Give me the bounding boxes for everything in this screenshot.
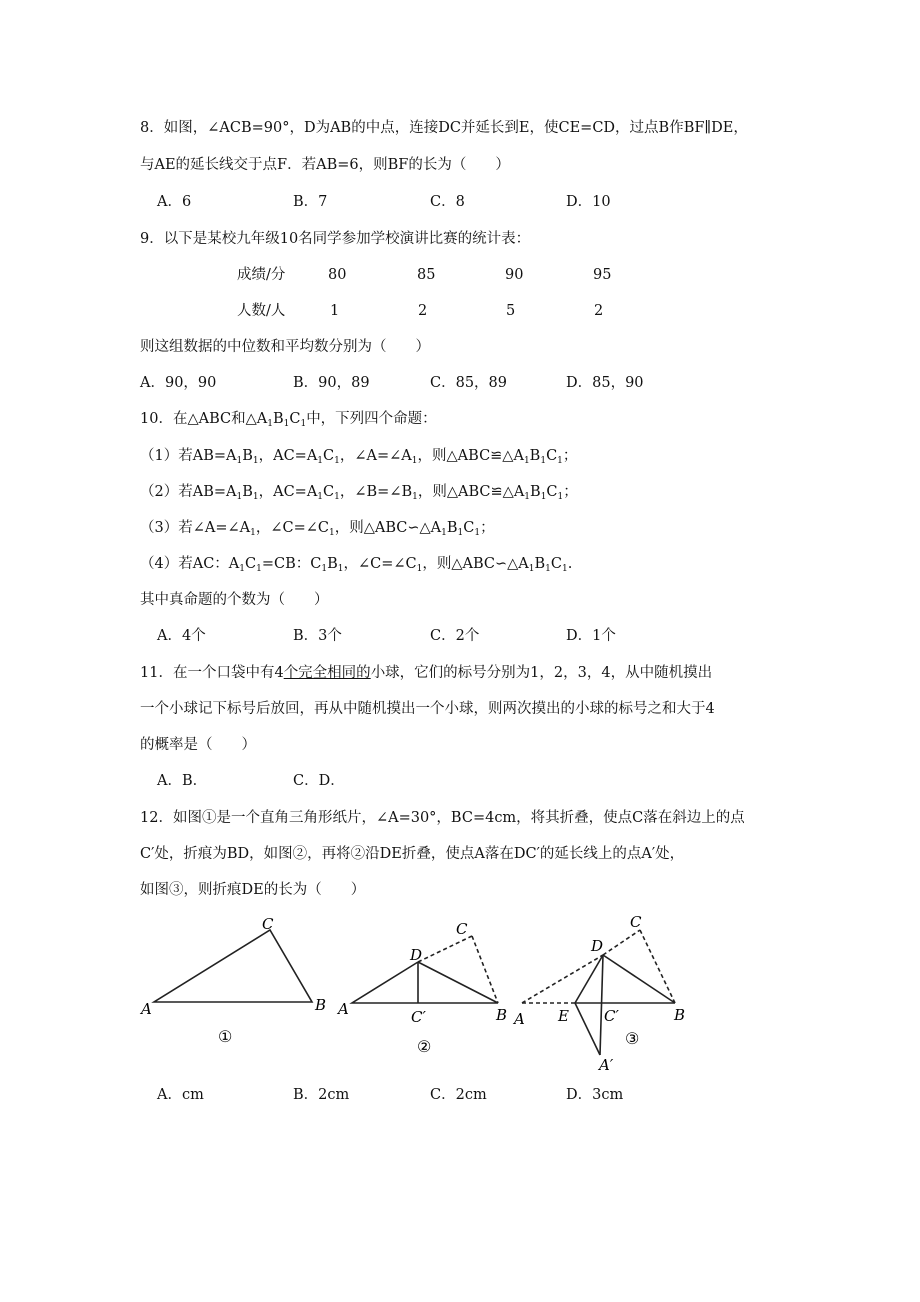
q10-question: 其中真命题的个数为（ ） — [140, 592, 329, 608]
q10-option-b: B．3个 — [293, 628, 342, 644]
figure-1 — [154, 930, 312, 1002]
q11-stem-line1: 11．在一个口袋中有4个完全相同的小球，它们的标号分别为1，2，3，4，从中随机摸出 — [140, 665, 713, 681]
table-cell: 85 — [417, 267, 436, 283]
table-cell: 80 — [328, 267, 347, 283]
fig2-label-d: D — [410, 946, 423, 964]
table-cell: 90 — [505, 267, 524, 283]
fig3-number: ③ — [625, 1029, 640, 1048]
table-cell: 95 — [593, 267, 612, 283]
q12-option-d: D．3cm — [566, 1087, 624, 1103]
table-cell: 1 — [330, 303, 340, 319]
q9-option-c: C．85，89 — [430, 375, 507, 391]
fig3-label-b: B — [674, 1006, 686, 1024]
segment-db — [603, 955, 675, 1003]
q11-option-ab: A．B． — [157, 773, 208, 789]
q10-option-a: A．4个 — [157, 628, 206, 644]
fig1-label-a: A — [141, 1000, 152, 1018]
fig3-label-c: C — [630, 913, 642, 931]
fig3-label-a: A — [514, 1010, 525, 1028]
fig3-label-c-prime: C′ — [604, 1007, 619, 1025]
triangle-abc — [154, 930, 312, 1002]
q12-stem-line2: C′处，折痕为BD，如图②，再将②沿DE折叠，使点A落在DC′的延长线上的点A′处， — [140, 846, 685, 862]
fig2-label-c-prime: C′ — [411, 1008, 426, 1026]
fig3-label-e: E — [558, 1007, 569, 1025]
q12-stem-line3: 如图③，则折痕DE的长为（ ） — [140, 882, 366, 898]
q10-proposition-2: （2）若$AB=A_1B_1$，$AC=A_1C_1$，$\angle B=\angle B_1$，则$\triangle ABC≌\triangle A_1B_1C_1$； — [140, 484, 578, 502]
dashed-ad — [522, 955, 603, 1003]
q11-stem-line3: 的概率是（ ） — [140, 737, 256, 753]
q10-option-c: C．2个 — [430, 628, 480, 644]
fig2-label-b: B — [496, 1006, 508, 1024]
dashed-cb — [472, 936, 498, 1003]
q9-question: 则这组数据的中位数和平均数分别为（ ） — [140, 339, 430, 355]
table-row-label: 人数/人 — [237, 303, 286, 319]
segment-da-prime — [600, 955, 603, 1055]
fig1-number: ① — [218, 1027, 233, 1046]
fig2-number: ② — [417, 1037, 432, 1056]
triangle-folded — [352, 962, 498, 1003]
q8-option-a: A．6 — [157, 194, 192, 210]
figure-2 — [352, 936, 498, 1003]
q10-proposition-1: （1）若$AB=A_1B_1$，$AC=A_1C_1$，$\angle A=\angle A_1$，则$\triangle ABC≌\triangle A_1B_1C_1$； — [140, 448, 578, 466]
q8-option-b: B．7 — [293, 194, 328, 210]
q8-stem-line1: 8．如图，∠ACB=90°，D为AB的中点，连接DC并延长到E，使CE=CD，过点B作BF∥DE， — [140, 120, 748, 136]
q9-option-d: D．85，90 — [566, 375, 644, 391]
q8-stem-line2: 与AE的延长线交于点F．若AB=6，则BF的长为（ ） — [140, 157, 510, 173]
table-row-label: 成绩/分 — [237, 267, 286, 283]
segment-de — [575, 955, 603, 1003]
fig2-label-c: C — [456, 920, 468, 938]
q9-option-a: A．90，90 — [140, 375, 217, 391]
fig2-label-a: A — [338, 1000, 349, 1018]
fig3-label-a-prime: A′ — [599, 1056, 614, 1074]
fig3-label-d: D — [591, 937, 604, 955]
q10-option-d: D．1个 — [566, 628, 616, 644]
dashed-dc — [603, 930, 640, 955]
fig1-label-b: B — [315, 996, 327, 1014]
q12-stem-line1: 12．如图①是一个直角三角形纸片，∠A=30°，BC=4cm，将其折叠，使点C落在斜边上的点 — [140, 810, 745, 826]
q10-stem: 10．在△ABC和$\triangle A_1B_1C_1$中，下列四个命题： — [140, 411, 437, 429]
q12-option-a: A．cm — [157, 1087, 204, 1103]
q8-option-d: D．10 — [566, 194, 611, 210]
q8-option-c: C．8 — [430, 194, 465, 210]
q11-option-cd: C．D． — [293, 773, 345, 789]
dashed-dc — [418, 936, 472, 962]
q11-stem-line2: 一个小球记下标号后放回，再从中随机摸出一个小球，则两次摸出的小球的标号之和大于4 — [140, 701, 715, 717]
q10-proposition-4: （4）若AC：$A_1C_1=CB$：$C_1B_1$，$\angle C=\angle C_1$，则$\triangle ABC∽\triangle A_1B_1C_1$. — [140, 556, 573, 574]
table-cell: 2 — [418, 303, 428, 319]
underlined-phrase: 个完全相同的 — [283, 665, 371, 681]
q12-option-b: B．2cm — [293, 1087, 350, 1103]
q9-option-b: B．90，89 — [293, 375, 370, 391]
q12-option-c: C．2cm — [430, 1087, 487, 1103]
fig1-label-c: C — [262, 915, 274, 933]
segment-ea-prime — [575, 1003, 600, 1055]
table-cell: 5 — [506, 303, 516, 319]
q10-proposition-3: （3）若$\angle A=\angle A_1$，$\angle C=\angle C_1$，则$\triangle ABC∽\triangle A_1B_1C_1$； — [140, 520, 495, 538]
q9-stem: 9．以下是某校九年级10名同学参加学校演讲比赛的统计表： — [140, 231, 531, 247]
table-cell: 2 — [594, 303, 604, 319]
